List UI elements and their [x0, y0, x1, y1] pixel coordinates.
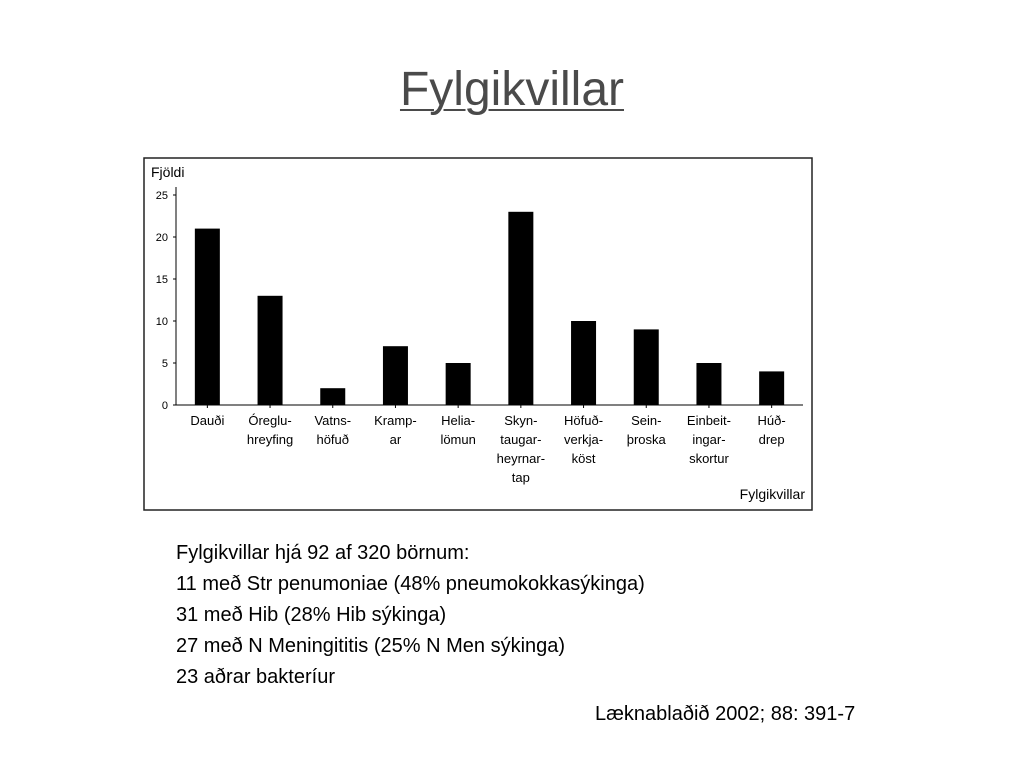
chart-svg [143, 157, 813, 511]
notes-line: Fylgikvillar hjá 92 af 320 börnum: [176, 542, 470, 564]
y-tick-label: 5 [161, 358, 168, 370]
chart-bar [759, 371, 784, 405]
y-tick-label: 25 [155, 190, 168, 202]
chart-bar [320, 388, 345, 405]
notes-line: 23 aðrar bakteríur [176, 666, 335, 688]
chart-bar [696, 363, 721, 405]
notes-line: 27 með N Meningititis (25% N Men sýkinga) [176, 635, 566, 657]
chart-bar [446, 363, 471, 405]
x-axis-label: Fylgikvillar [739, 486, 805, 502]
x-tick-label: Skyn-taugar-heyrnar-tap [496, 413, 546, 485]
x-tick-label: Höfuð-verkja-köst [564, 413, 604, 466]
y-tick-label: 15 [155, 274, 168, 286]
x-tick-label: Sein-þroska [626, 413, 666, 447]
slide-title: Fylgikvillar [399, 63, 624, 116]
x-tick-label: Dauði [190, 413, 225, 428]
chart-bar [258, 296, 283, 405]
notes-line: 31 með Hib (28% Hib sýkinga) [176, 604, 447, 626]
x-tick-label: Helia-lömun [440, 413, 476, 447]
bar-chart [143, 157, 813, 511]
x-tick-label: Kramp-ar [374, 413, 417, 447]
y-tick-label: 0 [161, 400, 168, 412]
y-tick-label: 20 [155, 232, 168, 244]
chart-bar [571, 321, 596, 405]
x-tick-label: Einbeit-ingar-skortur [686, 413, 731, 466]
x-tick-label: Húð-drep [757, 413, 786, 447]
citation: Læknablaðið 2002; 88: 391-7 [595, 703, 856, 725]
y-axis-label: Fjöldi [151, 164, 185, 180]
x-tick-label: Óreglu-hreyfing [246, 413, 294, 447]
chart-bar [508, 212, 533, 405]
y-tick-label: 10 [155, 316, 168, 328]
notes-block [176, 538, 645, 693]
chart-bar [634, 329, 659, 405]
chart-bar [195, 229, 220, 405]
chart-bar [383, 346, 408, 405]
notes-line: 11 með Str penumoniae (48% pneumokokkasýkinga) [176, 573, 645, 595]
x-tick-label: Vatns-höfuð [314, 413, 352, 447]
